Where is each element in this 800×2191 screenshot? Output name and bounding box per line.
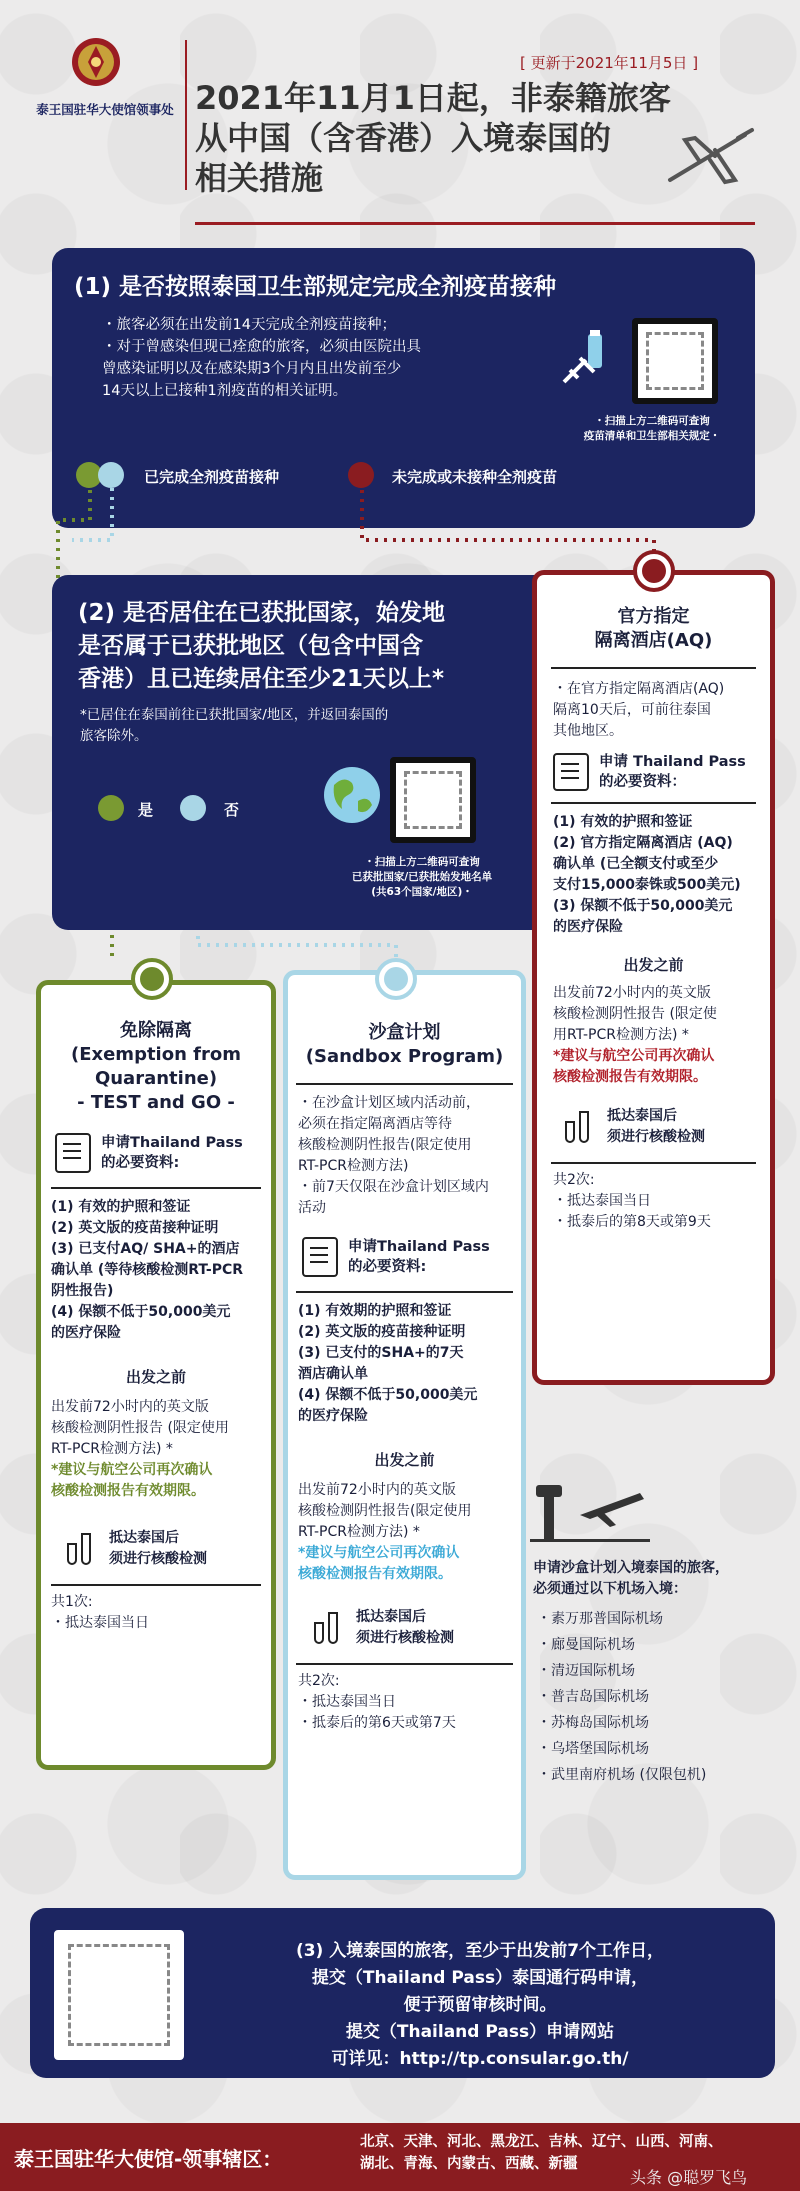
- test-tube-icon: [63, 1531, 97, 1567]
- exemption-req-title: 申请Thailand Pass 的必要资料:: [101, 1135, 243, 1171]
- sandbox-depart-note: *建议与航空公司再次确认 核酸检测报告有效期限。: [298, 1545, 460, 1582]
- sandbox-card: [283, 970, 526, 1880]
- embassy-name: 泰王国驻华大使馆领事处: [36, 102, 174, 117]
- sandbox-times: 共2次: ・抵达泰国当日 ・抵泰后的第6天或第7天: [298, 1673, 456, 1731]
- exemption-depart-title: 出发之前: [125, 1368, 186, 1386]
- exemption-card: [36, 980, 276, 1770]
- airport-tower-icon: [530, 1475, 650, 1545]
- exemption-req-list: (1) 有效的护照和签证 (2) 英文版的疫苗接种证明 (3) 已支付AQ/ SHA+的酒店 确认单 (等待核酸检测RT-PCR 阴性报告) (4) 保额不低于50,000美元 的医疗保险: [51, 1199, 244, 1341]
- sandbox-title: 沙盒计划 (Sandbox Program): [305, 1022, 504, 1067]
- countries-qr-code[interactable]: [390, 757, 476, 843]
- list-item: ・素万那普国际机场: [537, 1611, 663, 1627]
- sandbox-intro: ・在沙盒计划区域内活动前， 必须在指定隔离酒店等待 核酸检测阴性报告(限定使用 RT-PCR检测方法) ・前7天仅限在沙盒计划区域内 活动: [298, 1095, 489, 1216]
- airports-intro: 申请沙盒计划入境泰国的旅客， 必须通过以下机场入境：: [533, 1560, 729, 1597]
- question-3-text: (3) 入境泰国的旅客，至少于出发前7个工作日， 提交（Thailand Pass）泰国通行码申请， 便于预留审核时间。 提交（Thailand Pass）申请网站 可详见：http://tp.consular.go.th/: [210, 1938, 750, 2073]
- exemption-times: 共1次: ・抵达泰国当日: [51, 1594, 149, 1631]
- no-label: 否: [224, 801, 240, 819]
- question-1-heading: (1) 是否按照泰国卫生部规定完成全剂疫苗接种: [74, 274, 557, 300]
- test-tube-icon: [561, 1109, 595, 1145]
- footer: [0, 2123, 800, 2191]
- aq-title: 官方指定 隔离酒店(AQ): [594, 606, 713, 651]
- aq-depart-text: 出发前72小时内的英文版 核酸检测阴性报告 (限定使 用RT-PCR检测方法) *: [553, 985, 717, 1043]
- question-2-note: *已居住在泰国前往已获批国家/地区，并返回泰国的 旅客除外。: [80, 707, 389, 744]
- updated-date: [ 更新于2021年11月5日 ]: [520, 54, 699, 72]
- exemption-title: 免除隔离 (Exemption from Quarantine) - TEST and GO -: [70, 1020, 242, 1113]
- exemption-depart-note: *建议与航空公司再次确认 核酸检测报告有效期限。: [51, 1462, 213, 1499]
- footer-regions: 北京、天津、河北、黑龙江、吉林、辽宁、山西、河南、 湖北、青海、内蒙古、西藏、新疆: [360, 2134, 723, 2172]
- question-2-heading: (2) 是否居住在已获批国家，始发地 是否属于已获批地区（包含中国含 香港）且已连续居住至少21天以上*: [78, 600, 446, 692]
- aq-arrive: 抵达泰国后 须进行核酸检测: [607, 1108, 705, 1145]
- legend-not-completed: 未完成或未接种全剂疫苗: [392, 468, 558, 486]
- list-item: ・乌塔堡国际机场: [537, 1741, 649, 1757]
- question-2-qr-note: ・扫描上方二维码可查询 已获批国家/已获批始发地名单 (共63个国家/地区)・: [351, 856, 493, 898]
- sandbox-req-title: 申请Thailand Pass 的必要资料:: [348, 1239, 490, 1275]
- watermark: 头条 @聪罗飞鸟: [630, 2168, 748, 2187]
- sandbox-depart-title: 出发之前: [374, 1451, 435, 1469]
- sandbox-connector-ring: [375, 958, 417, 1000]
- aq-req-title: 申请 Thailand Pass 的必要资料：: [599, 754, 746, 790]
- airports-panel: [533, 1558, 783, 1788]
- globe-icon: [322, 765, 382, 825]
- yes-dot: [98, 795, 124, 821]
- exemption-arrive: 抵达泰国后 须进行核酸检测: [109, 1530, 207, 1567]
- list-item: ・武里南府机场 (仅限包机): [537, 1767, 707, 1783]
- sandbox-depart-text: 出发前72小时内的英文版 核酸检测阴性报告(限定使用 RT-PCR检测方法) *: [298, 1482, 472, 1540]
- sandbox-arrive: 抵达泰国后 须进行核酸检测: [356, 1609, 454, 1646]
- aq-connector-ring: [633, 550, 675, 592]
- aq-depart-note: *建议与航空公司再次确认 核酸检测报告有效期限。: [553, 1048, 715, 1085]
- sandbox-req-list: (1) 有效期的护照和签证 (2) 英文版的疫苗接种证明 (3) 已支付的SHA+的7天 酒店确认单 (4) 保额不低于50,000美元 的医疗保险: [298, 1303, 478, 1424]
- yes-label: 是: [138, 801, 154, 819]
- exemption-depart-text: 出发前72小时内的英文版 核酸检测阴性报告 (限定使用 RT-PCR检测方法) *: [51, 1399, 229, 1457]
- test-tube-icon: [310, 1610, 344, 1646]
- question-2-panel: [52, 575, 557, 930]
- list-item: ・清迈国际机场: [537, 1663, 635, 1679]
- list-item: ・普吉岛国际机场: [537, 1689, 649, 1705]
- aq-times: 共2次: ・抵达泰国当日 ・抵泰后的第8天或第9天: [553, 1172, 711, 1230]
- list-item: ・廊曼国际机场: [537, 1637, 635, 1653]
- document-icon: [55, 1133, 91, 1173]
- aq-hotel-card: [532, 570, 775, 1385]
- airport-list: [533, 1606, 783, 1788]
- aq-req-list: (1) 有效的护照和签证 (2) 官方指定隔离酒店 (AQ) 确认单 (已全额支付或至少 支付15,000泰铢或500美元) (3) 保额不低于50,000美元 的医疗保险: [553, 814, 741, 935]
- question-1-qr-note: ・扫描上方二维码可查询 疫苗清单和卫生部相关规定・: [583, 415, 721, 442]
- legend-completed: 已完成全剂疫苗接种: [144, 468, 280, 486]
- no-dot: [180, 795, 206, 821]
- aq-depart-title: 出发之前: [623, 956, 684, 974]
- thailand-pass-qr-code[interactable]: [54, 1930, 184, 2060]
- document-icon: [553, 753, 589, 791]
- document-icon: [302, 1237, 338, 1277]
- question-1-bullets: ・旅客必须在出发前14天完成全剂疫苗接种； ・对于曾感染但现已痊愈的旅客，必须由医院出具 曾感染证明以及在感染期3个月内且出发前至少 14天以上已接种1剂疫苗的相关证明。: [102, 317, 421, 399]
- exemption-connector-ring: [131, 958, 173, 1000]
- page-title: 2021年11月1日起，非泰籍旅客 从中国（含香港）入境泰国的 相关措施: [195, 79, 671, 197]
- question-3-panel: [30, 1908, 775, 2078]
- thailand-pass-link[interactable]: 可详见：http://tp.consular.go.th/: [331, 2049, 629, 2069]
- aq-intro: ・在官方指定隔离酒店(AQ) 隔离10天后，可前往泰国 其他地区。: [553, 681, 725, 739]
- list-item: ・苏梅岛国际机场: [537, 1715, 649, 1731]
- footer-title: 泰王国驻华大使馆-领事辖区：: [14, 2147, 283, 2171]
